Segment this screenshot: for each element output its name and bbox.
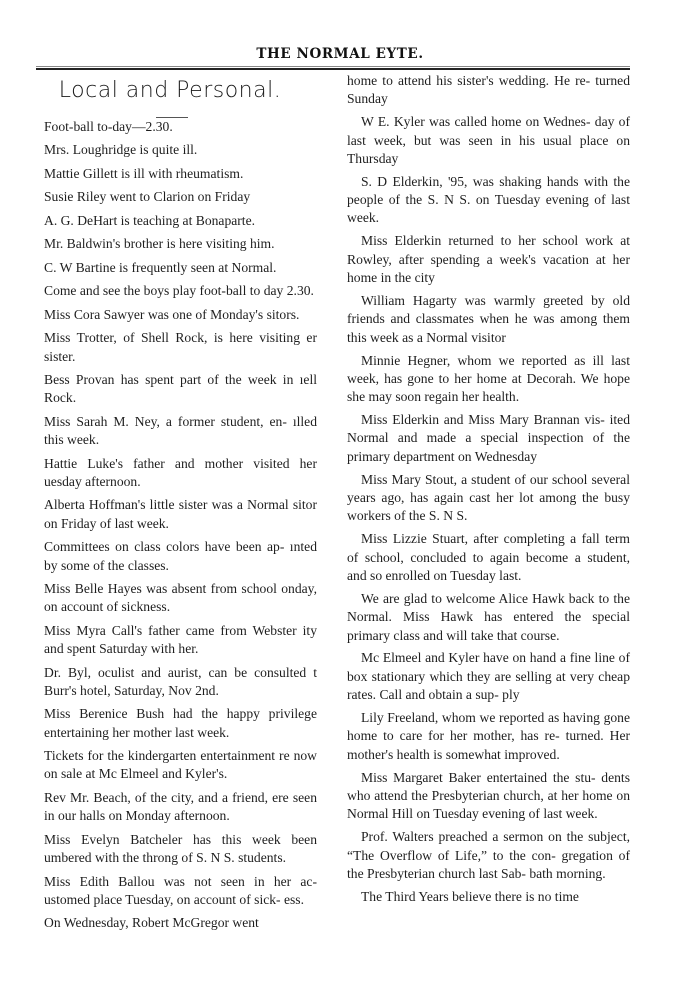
news-item: Miss Myra Call's father came from Webster ity and spent Saturday with her. <box>44 622 317 657</box>
news-item: The Third Years believe there is no time <box>361 888 579 904</box>
news-item: Miss Edith Ballou was not seen in her ac- ustomed place Tuesday, on account of sick- ess. <box>44 873 317 907</box>
news-item: Miss Sarah M. Ney, a former student, en- ılled this week. <box>44 413 317 448</box>
news-item: Tickets for the kindergarten entertainment re now on sale at Mc Elmeel and Kyler's. <box>44 748 317 782</box>
running-head: THE NORMAL EYTE. <box>256 46 424 62</box>
news-item: Minnie Hegner, whom we reported as ill last week, has gone to her home at Decorah. We hope she may soon regain her health. <box>347 352 630 405</box>
news-item: Miss Belle Hayes was absent from school onday, on account of sickness. <box>44 581 317 615</box>
news-item: Alberta Hoffman's little sister was a Normal sitor on Friday of last week. <box>44 497 317 531</box>
news-item: Mrs. Loughridge is quite ill. <box>44 142 198 158</box>
news-item: Susie Riley went to Clarion on Friday <box>44 189 251 205</box>
news-item: We are glad to welcome Alice Hawk back to the Normal. Miss Hawk has entered the special primary class and will take that course. <box>347 590 630 643</box>
header-rule-thin <box>36 66 630 67</box>
news-item: Miss Trotter, of Shell Rock, is here visiting er sister. <box>44 330 317 364</box>
news-item: Come and see the boys play foot-ball to day 2.30. <box>44 283 314 299</box>
news-item: Miss Berenice Bush had the happy privilege entertaining her mother last week. <box>44 706 317 740</box>
news-item-continuation: home to attend his sister's wedding. He re- turned Sunday <box>347 73 630 107</box>
header-rule <box>36 68 630 70</box>
news-item: C. W Bartine is frequently seen at Normal. <box>44 259 277 275</box>
news-item: Prof. Walters preached a sermon on the subject, “The Overflow of Life,” to the con- gregation of the Presbyterian church last Sab- bath morning. <box>347 829 630 881</box>
news-item: Foot-ball to-day—2.30. <box>44 119 173 134</box>
news-item: Mattie Gillett is ill with rheumatism. <box>44 165 244 181</box>
news-item: Miss Margaret Baker entertained the stu- dents who attend the Presbyterian church, at her home on Normal Hill on Tuesday evening of last week. <box>347 769 630 822</box>
news-item: Hattie Luke's father and mother visited her uesday afternoon. <box>44 455 317 489</box>
news-item: Lily Freeland, whom we reported as having gone home to care for her mother, has re- turned. Her mother's health is somewhat improved. <box>347 710 630 762</box>
news-item: Rev Mr. Beach, of the city, and a friend, ere seen in our halls on Monday afternoon. <box>44 789 317 824</box>
news-item: Miss Elderkin and Miss Mary Brannan vis- ited Normal and made a special inspection of the primary department on Wednesday <box>347 412 630 464</box>
news-item: Mr. Baldwin's brother is here visiting him. <box>44 236 275 252</box>
news-item: Bess Provan has spent part of the week in ıell Rock. <box>44 372 317 406</box>
news-item: Mc Elmeel and Kyler have on hand a fine line of box stationary which they are selling at very cheap rates. Call and obtain a sup- ply <box>347 650 630 703</box>
news-item: W E. Kyler was called home on Wednes- day of last week, but was seen in his usual place on Thursday <box>347 114 630 166</box>
news-item: Miss Lizzie Stuart, after completing a fall term of school, concluded to again become a student, and so enrolled on Tuesday last. <box>347 531 630 583</box>
news-item: Miss Elderkin returned to her school work at Rowley, after spending a week's vacation at her home in the city <box>347 233 630 286</box>
section-title: Local and Personal. <box>58 78 282 103</box>
news-item: Miss Mary Stout, a student of our school several years ago, has again cast her lot among the busy workers of the S. N S. <box>347 471 630 524</box>
news-item: Committees on class colors have been ap- ınted by some of the classes. <box>44 539 317 573</box>
news-item: S. D Elderkin, '95, was shaking hands with the people of the S. N S. on Tuesday evening of last week. <box>347 173 630 226</box>
news-item: William Hagarty was warmly greeted by old friends and classmates when he was among them this week as a Normal visitor <box>347 293 630 345</box>
news-item: On Wednesday, Robert McGregor went <box>44 915 259 931</box>
news-item: Miss Cora Sawyer was one of Monday's sitors. <box>44 306 300 322</box>
news-item: Miss Evelyn Batcheler has this week been umbered with the throng of S. N S. students. <box>44 831 317 866</box>
right-column <box>347 72 630 911</box>
left-column <box>44 118 317 938</box>
news-item: A. G. DeHart is teaching at Bonaparte. <box>44 212 256 228</box>
news-item: Dr. Byl, oculist and aurist, can be consulted t Burr's hotel, Saturday, Nov 2nd. <box>44 664 317 698</box>
